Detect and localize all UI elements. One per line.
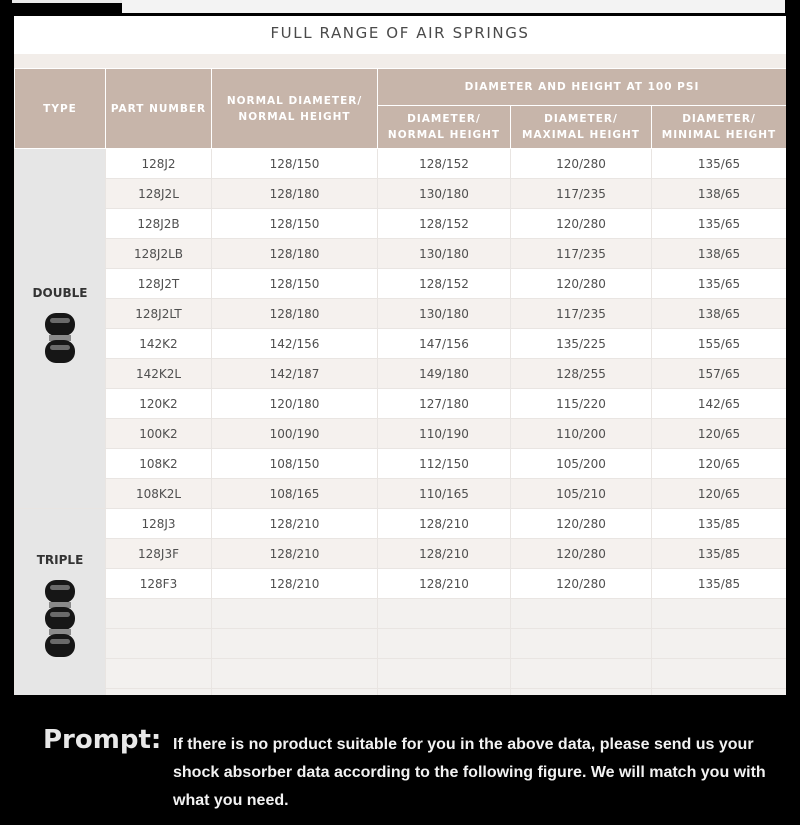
double-convoluted-air-spring-icon	[41, 310, 79, 366]
prompt-text: If there is no product suitable for you in the above data, please send us your shock absorber data according to the following figure. We will match you with what you need.	[173, 736, 766, 809]
table-cell: 128/152	[378, 269, 511, 299]
table-row	[15, 389, 787, 419]
prompt-label: Prompt:	[43, 725, 162, 755]
table-row	[15, 629, 787, 659]
type-label: TRIPLE	[36, 553, 84, 567]
table-cell: 120/180	[212, 389, 378, 419]
empty-cell	[378, 689, 511, 696]
part-number-cell: 120K2	[106, 389, 212, 419]
empty-cell	[511, 599, 652, 629]
table-cell: 130/180	[378, 239, 511, 269]
top-tab-edge	[12, 0, 122, 3]
part-number-cell: 142K2	[106, 329, 212, 359]
type-cell	[15, 509, 106, 696]
title-band	[14, 54, 786, 68]
table-cell: 138/65	[652, 179, 787, 209]
part-number-header: PART NUMBER	[106, 69, 212, 149]
table-row	[15, 269, 787, 299]
table-cell: 127/180	[378, 389, 511, 419]
table-cell: 128/150	[212, 269, 378, 299]
table-cell: 142/65	[652, 389, 787, 419]
table-cell: 117/235	[511, 299, 652, 329]
empty-cell	[106, 659, 212, 689]
part-number-cell: 128J2L	[106, 179, 212, 209]
table-cell: 110/200	[511, 419, 652, 449]
table-cell: 128/210	[212, 509, 378, 539]
table-cell: 128/210	[378, 509, 511, 539]
table-cell: 110/165	[378, 479, 511, 509]
empty-cell	[652, 659, 787, 689]
empty-cell	[511, 689, 652, 696]
table-cell: 128/210	[378, 569, 511, 599]
table-cell: 157/65	[652, 359, 787, 389]
table-cell: 100/190	[212, 419, 378, 449]
table-cell: 135/85	[652, 539, 787, 569]
type-cell	[15, 149, 106, 509]
empty-cell	[511, 629, 652, 659]
empty-cell	[212, 659, 378, 689]
part-number-cell: 100K2	[106, 419, 212, 449]
part-number-cell: 128J2T	[106, 269, 212, 299]
table-cell: 142/156	[212, 329, 378, 359]
table-row	[15, 419, 787, 449]
table-cell: 120/280	[511, 539, 652, 569]
table-cell: 135/225	[511, 329, 652, 359]
table-cell: 135/85	[652, 509, 787, 539]
table-cell: 128/180	[212, 299, 378, 329]
table-cell: 120/280	[511, 569, 652, 599]
table-cell: 135/65	[652, 269, 787, 299]
empty-cell	[378, 659, 511, 689]
table-row	[15, 299, 787, 329]
page-title: FULL RANGE OF AIR SPRINGS	[270, 24, 530, 42]
normal-diameter-height-header: NORMAL DIAMETER/ NORMAL HEIGHT	[212, 69, 378, 149]
table-cell: 138/65	[652, 239, 787, 269]
top-edge	[0, 0, 800, 16]
table-row	[15, 149, 787, 179]
part-number-cell: 128J3F	[106, 539, 212, 569]
part-number-cell: 128J2LB	[106, 239, 212, 269]
table-cell: 135/65	[652, 209, 787, 239]
empty-cell	[652, 629, 787, 659]
table-row	[15, 209, 787, 239]
type-header: TYPE	[15, 69, 106, 149]
table-row	[15, 179, 787, 209]
diameter-normal-height-header: DIAMETER/ NORMAL HEIGHT	[378, 106, 511, 149]
part-number-cell: 128F3	[106, 569, 212, 599]
part-number-cell: 128J3	[106, 509, 212, 539]
diameter-minimal-height-header: DIAMETER/ MINIMAL HEIGHT	[652, 106, 787, 149]
table-row	[15, 509, 787, 539]
empty-cell	[652, 689, 787, 696]
part-number-cell: 108K2L	[106, 479, 212, 509]
part-number-cell: 128J2	[106, 149, 212, 179]
table-cell: 120/65	[652, 449, 787, 479]
table-cell: 120/280	[511, 509, 652, 539]
table-cell: 128/150	[212, 209, 378, 239]
part-number-cell: 142K2L	[106, 359, 212, 389]
empty-cell	[378, 599, 511, 629]
table-cell: 128/210	[378, 539, 511, 569]
table-cell: 128/210	[212, 539, 378, 569]
table-cell: 142/187	[212, 359, 378, 389]
table-cell: 112/150	[378, 449, 511, 479]
table-cell: 108/150	[212, 449, 378, 479]
table-cell: 130/180	[378, 179, 511, 209]
table-cell: 135/65	[652, 149, 787, 179]
table-cell: 128/150	[212, 149, 378, 179]
table-cell: 128/180	[212, 179, 378, 209]
empty-cell	[212, 599, 378, 629]
table-cell: 120/280	[511, 269, 652, 299]
part-number-cell: 128J2LT	[106, 299, 212, 329]
table-row	[15, 359, 787, 389]
table-cell: 120/65	[652, 419, 787, 449]
empty-cell	[106, 599, 212, 629]
diameter-maximal-height-header: DIAMETER/ MAXIMAL HEIGHT	[511, 106, 652, 149]
triple-convoluted-air-spring-icon	[41, 577, 79, 660]
empty-cell	[212, 629, 378, 659]
table-cell: 147/156	[378, 329, 511, 359]
table-row	[15, 329, 787, 359]
type-label: DOUBLE	[32, 286, 88, 300]
table-cell: 120/280	[511, 149, 652, 179]
table-cell: 128/152	[378, 209, 511, 239]
table-cell: 128/210	[212, 569, 378, 599]
table-cell: 117/235	[511, 239, 652, 269]
part-number-cell: 108K2	[106, 449, 212, 479]
table-cell: 105/200	[511, 449, 652, 479]
table-row	[15, 689, 787, 696]
table-cell: 149/180	[378, 359, 511, 389]
table-cell: 128/180	[212, 239, 378, 269]
table-cell: 110/190	[378, 419, 511, 449]
table-cell: 120/280	[511, 209, 652, 239]
table-row	[15, 569, 787, 599]
empty-cell	[106, 629, 212, 659]
empty-cell	[106, 689, 212, 696]
empty-cell	[212, 689, 378, 696]
air-spring-table	[14, 68, 786, 695]
psi-group-header: DIAMETER AND HEIGHT AT 100 PSI	[378, 69, 787, 106]
table-body	[15, 149, 787, 696]
table-row	[15, 479, 787, 509]
table-cell: 128/152	[378, 149, 511, 179]
table-cell: 155/65	[652, 329, 787, 359]
table-cell: 115/220	[511, 389, 652, 419]
table-cell: 105/210	[511, 479, 652, 509]
table-cell: 108/165	[212, 479, 378, 509]
table-cell: 120/65	[652, 479, 787, 509]
table-row	[15, 239, 787, 269]
table-cell: 135/85	[652, 569, 787, 599]
table-row	[15, 449, 787, 479]
part-number-cell: 128J2B	[106, 209, 212, 239]
table-cell: 130/180	[378, 299, 511, 329]
empty-cell	[652, 599, 787, 629]
spec-sheet	[14, 16, 786, 695]
table-cell: 128/255	[511, 359, 652, 389]
empty-cell	[511, 659, 652, 689]
table-row	[15, 599, 787, 629]
table-cell: 117/235	[511, 179, 652, 209]
empty-cell	[378, 629, 511, 659]
table-row	[15, 539, 787, 569]
table-row	[15, 659, 787, 689]
top-strip	[122, 0, 785, 13]
table-cell: 138/65	[652, 299, 787, 329]
